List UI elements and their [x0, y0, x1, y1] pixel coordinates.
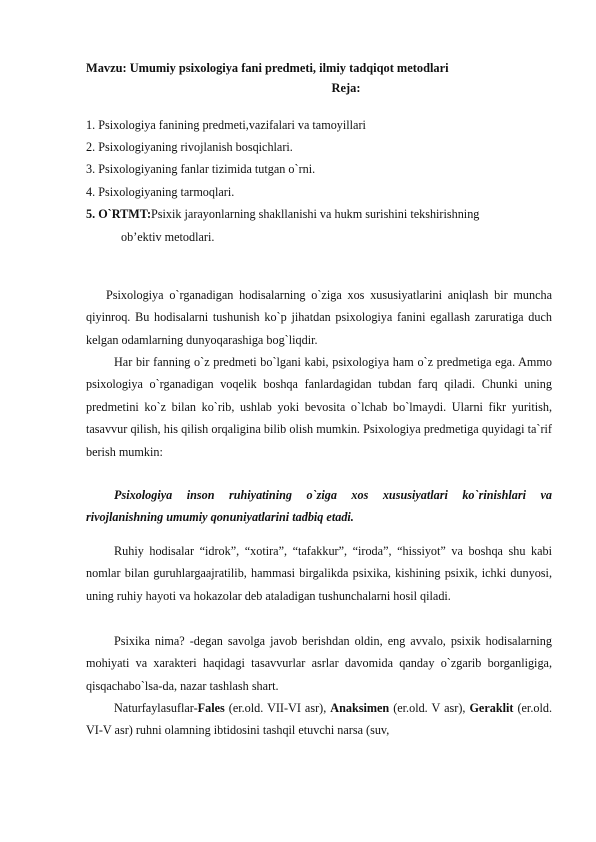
plan-item-5-continuation: ob’ektiv metodlari.	[121, 230, 215, 244]
paragraph-definition: Psixologiya inson ruhiyatining o`ziga xos xususiyatlari ko`rinishlari va rivojlanishning umumiy qonuniyatlarini tadbiq etadi.	[86, 488, 552, 525]
plan-item-1: 1. Psixologiya fanining predmeti,vazifalari va tamoyillari	[86, 118, 366, 132]
p6-name-geraklit: Geraklit	[469, 701, 514, 715]
plan-item-2: 2. Psixologiyaning rivojlanish bosqichlari.	[86, 140, 293, 154]
p6-part-e: (er.old. V asr),	[389, 701, 470, 715]
paragraph-6	[86, 697, 552, 742]
paragraph-2: Har bir fanning o`z predmeti bo`lgani kabi, psixologiya ham o`z predmetiga ega. Ammo psixologiya o`rganadigan voqelik boshqa fanlardagidan tubdan farq qiladi. Chunki uning predmetini ko`z bilan ko`rib, ushlab yoki bevosita o`lchab bo`lmaydi. Ularni fikr yuritish, tasavvur qilish, his qilish orqaligina bilib olish mumkin. Psixologiya predmetiga quyidagi ta`rif berish mumkin:	[86, 355, 552, 459]
p6-part-c: (er.old. VII-VI asr),	[224, 701, 331, 715]
plan-item-5-prefix: 5. O`RTMT:	[86, 207, 152, 221]
paragraph-5: Psixika nima? -degan savolga javob berishdan oldin, eng avvalo, psixik hodisalarning mohiyati va xarakteri haqidagi tasavvurlar asrlar davomida qanday o`zgarib borganligiga, qisqachabo`lsa-da, nazar tashlash shart.	[86, 634, 552, 693]
plan-item-4: 4. Psixologiyaning tarmoqlari.	[86, 185, 235, 199]
p6-name-fales: Fales	[197, 701, 225, 715]
p6-part-a: Naturfaylasuflar-	[114, 701, 198, 715]
paragraph-1: Psixologiya o`rganadigan hodisalarning o`ziga xos xususiyatlarini aniqlash bir muncha qiyinroq. Bu hodisalarni tushunish ko`p jihatdan psixologiya fanini egallash zaruratiga duch kelgan odamlarning dunyoqarashiga bog`liqdir.	[86, 288, 552, 347]
plan-item-5	[86, 206, 479, 222]
paragraph-4: Ruhiy hodisalar “idrok”, “xotira”, “tafakkur”, “iroda”, “hissiyot” va boshqa shu kabi nomlar bilan guruhlargaajratilib, hammasi birgalikda psixika, kishining psixik, ichki dunyosi, uning ruhiy hayoti va hokazolar deb ataladigan tushunchalarni hosil qiladi.	[86, 544, 552, 603]
p6-name-anaksimen: Anaksimen	[330, 701, 390, 715]
document-title: Mavzu: Umumiy psixologiya fani predmeti, ilmiy tadqiqot metodlari	[86, 61, 449, 75]
plan-heading: Reja:	[331, 81, 361, 95]
p6-part-g: (er.old. VI-V asr) ruhni olamning ibtidosini tashqil etuvchi narsa (suv,	[86, 701, 552, 738]
plan-item-3: 3. Psixologiyaning fanlar tizimida tutgan o`rni.	[86, 162, 316, 176]
plan-item-5-text: Psixik jarayonlarning shakllanishi va hukm surishini tekshirishning	[151, 207, 480, 221]
